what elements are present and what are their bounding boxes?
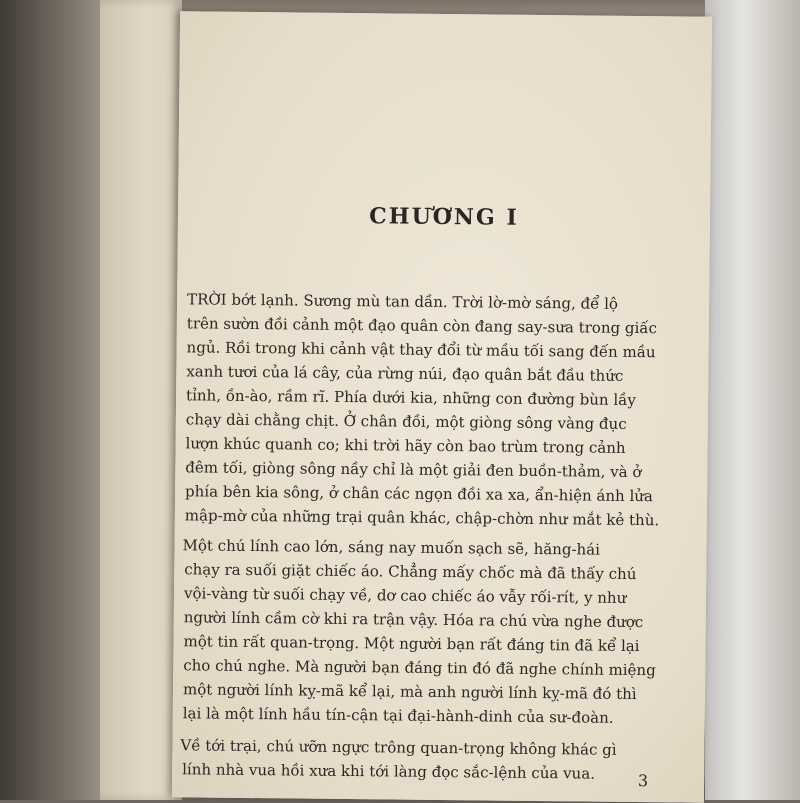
text-line: người lính cầm cờ khi ra trận vậy. Hóa ra chú vừa nghe được	[183, 608, 644, 632]
background-left	[0, 0, 100, 800]
text-line: chạy ra suối giặt chiếc áo. Chẳng mấy chốc mà đã thấy chú	[184, 560, 637, 584]
text-line: Về tới trại, chú ưỡn ngực trông quan-trọng không khác gì	[180, 736, 617, 759]
text-line: đêm tối, giòng sông nầy chỉ là một giải đen buồn-thảm, và ở	[185, 458, 642, 482]
paragraph-1	[175, 287, 709, 533]
text-line: một tin rất quan-trọng. Một người bạn rất đáng tin đã kể lại	[183, 632, 640, 656]
text-line: lính nhà vua hồi xưa khi tới làng đọc sắc-lệnh của vua.	[182, 760, 596, 783]
text-line: chạy dài chằng chịt. Ở chân đồi, một giòng sông vàng đục	[185, 410, 627, 433]
text-line: tỉnh, ồn-ào, rầm rĩ. Phía dưới kia, những con đường bùn lầy	[186, 386, 636, 410]
text-line: lại là một lính hầu tín-cận tại đại-hành-dinh của sư-đoàn.	[182, 704, 614, 727]
text-line: cho chú nghe. Mà người bạn đáng tin đó đã nghe chính miệng	[183, 656, 656, 680]
background-right	[705, 0, 800, 800]
text-line: mập-mờ của những trại quân khác, chập-chờn như mắt kẻ thù.	[184, 506, 660, 530]
chapter-title: CHƯƠNG I	[369, 203, 519, 231]
paragraph-2	[173, 533, 707, 731]
text-line: vội-vàng từ suối chạy về, dơ cao chiếc áo vẫy rối-rít, y như	[183, 584, 627, 607]
book-page	[172, 11, 712, 803]
text-line: ngủ. Rồi trong khi cảnh vật thay đổi từ mầu tối sang đến mầu	[186, 338, 656, 362]
text-line: Một chú lính cao lớn, sáng nay muốn sạch sẽ, hăng-hái	[182, 536, 601, 559]
text-line: lượn khúc quanh co; khi trời hãy còn bao trùm trong cảnh	[185, 434, 626, 457]
text-line: TRỜI bớt lạnh. Sương mù tan dần. Trời lờ-mờ sáng, để lộ	[187, 290, 619, 313]
text-line: một người lính kỵ-mã kể lại, mà anh người lính kỵ-mã đó thì	[182, 680, 637, 704]
text-line: phía bên kia sông, ở chân các ngọn đồi xa xa, ẩn-hiện ánh lửa	[185, 482, 654, 506]
text-line: xanh tươi của lá cây, của rừng núi, đạo quân bắt đầu thức	[186, 362, 624, 385]
paragraph-3	[172, 733, 704, 787]
left-page-edge	[100, 0, 182, 800]
page-number: 3	[637, 771, 649, 791]
text-line: trên sườn đồi cảnh một đạo quân còn đang say-sưa trong giấc	[186, 314, 658, 338]
body-text	[172, 287, 709, 787]
